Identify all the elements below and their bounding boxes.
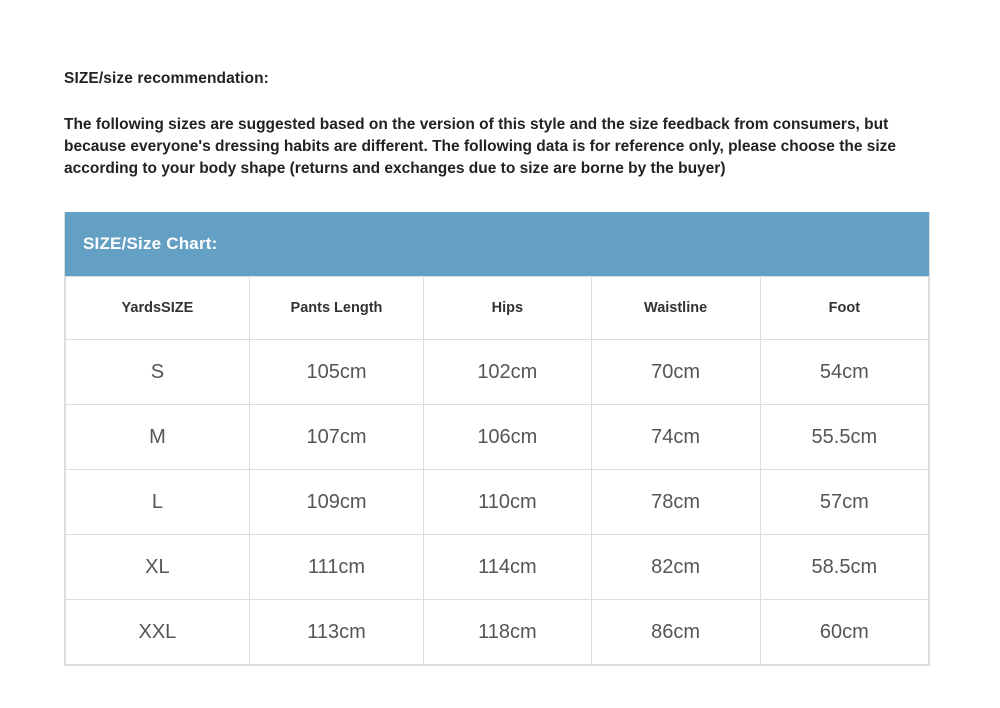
cell-foot: 60cm bbox=[760, 600, 928, 665]
cell-waistline: 74cm bbox=[591, 405, 760, 470]
cell-pants-length: 111cm bbox=[249, 535, 423, 600]
cell-hips: 106cm bbox=[424, 405, 591, 470]
cell-waistline: 78cm bbox=[591, 470, 760, 535]
cell-size: XL bbox=[66, 535, 250, 600]
table-row bbox=[66, 600, 929, 665]
table-row bbox=[66, 340, 929, 405]
cell-hips: 110cm bbox=[424, 470, 591, 535]
column-header-hips: Hips bbox=[424, 277, 591, 340]
cell-pants-length: 113cm bbox=[249, 600, 423, 665]
cell-pants-length: 105cm bbox=[249, 340, 423, 405]
column-header-yards-size: YardsSIZE bbox=[66, 277, 250, 340]
cell-foot: 55.5cm bbox=[760, 405, 928, 470]
table-header-row bbox=[66, 277, 929, 340]
size-chart-title-bar bbox=[65, 212, 929, 276]
cell-size: S bbox=[66, 340, 250, 405]
cell-foot: 54cm bbox=[760, 340, 928, 405]
column-header-waistline: Waistline bbox=[591, 277, 760, 340]
cell-hips: 114cm bbox=[424, 535, 591, 600]
table-row bbox=[66, 405, 929, 470]
size-chart-table bbox=[65, 276, 929, 665]
cell-size: L bbox=[66, 470, 250, 535]
cell-waistline: 82cm bbox=[591, 535, 760, 600]
cell-hips: 102cm bbox=[424, 340, 591, 405]
cell-size: XXL bbox=[66, 600, 250, 665]
cell-hips: 118cm bbox=[424, 600, 591, 665]
table-row bbox=[66, 535, 929, 600]
cell-size: M bbox=[66, 405, 250, 470]
cell-waistline: 70cm bbox=[591, 340, 760, 405]
cell-pants-length: 107cm bbox=[249, 405, 423, 470]
size-chart bbox=[64, 212, 930, 666]
column-header-foot: Foot bbox=[760, 277, 928, 340]
page-title: SIZE/size recommendation: bbox=[64, 70, 269, 87]
cell-pants-length: 109cm bbox=[249, 470, 423, 535]
column-header-pants-length: Pants Length bbox=[249, 277, 423, 340]
size-chart-title: SIZE/Size Chart: bbox=[83, 234, 218, 253]
cell-foot: 57cm bbox=[760, 470, 928, 535]
cell-foot: 58.5cm bbox=[760, 535, 928, 600]
table-row bbox=[66, 470, 929, 535]
cell-waistline: 86cm bbox=[591, 600, 760, 665]
intro-paragraph: The following sizes are suggested based on the version of this style and the size feedback from consumers, but because everyone's dressing habits are different. The following data is for reference only, please choose the size according to your body shape (returns and exchanges due to size are borne by the buyer) bbox=[64, 116, 897, 177]
